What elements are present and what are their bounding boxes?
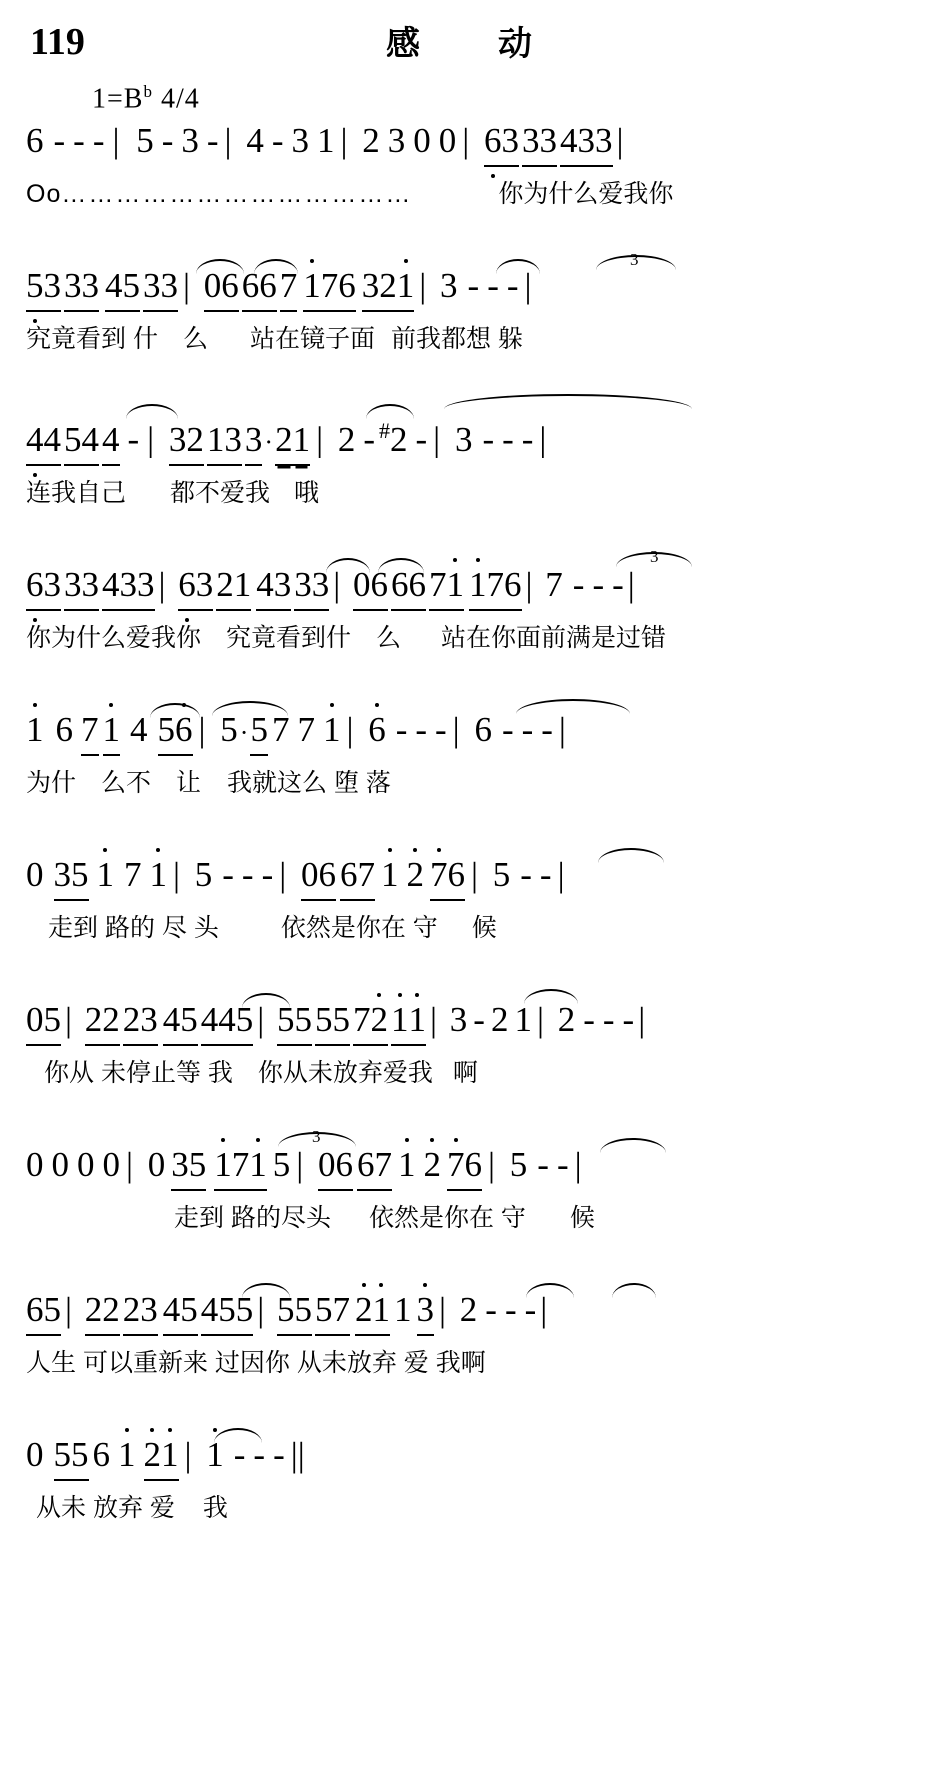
system-3 xyxy=(0,408,940,510)
system-1-notes: 6 - - - | 5 - 3 - | 4 - 3 1 | 2 3 0 0 | 6333433 | xyxy=(26,118,914,167)
slur xyxy=(526,1283,574,1298)
slur xyxy=(600,1138,666,1153)
slur xyxy=(612,1283,656,1298)
system-5 xyxy=(0,707,940,800)
system-1-lyrics: Oo………………………………… 你为什么爱我你 xyxy=(26,180,674,208)
slur xyxy=(496,259,540,274)
system-6 xyxy=(0,852,940,945)
slur xyxy=(444,394,692,409)
triplet-marker: 3 xyxy=(650,546,659,566)
score-header xyxy=(0,0,940,76)
song-number: 119 xyxy=(30,21,85,63)
system-2 xyxy=(0,250,940,356)
system-4 xyxy=(0,546,940,655)
system-8-lyrics: 走到 路的尽头 依然是你在 守 候 xyxy=(174,1203,595,1232)
key-and-time-signature xyxy=(92,82,200,115)
slur xyxy=(598,848,664,863)
system-5-notes: 1 6 7 1 4 56 | 5·5 7 7 1 | 6 - - - | 6 - - - | xyxy=(26,707,914,756)
system-6-notes: 0 35 1 7 1 | 5 - - - | 06 67 1 2 76 | 5 - - | xyxy=(26,852,914,901)
flat-symbol: b xyxy=(143,82,153,101)
system-7 xyxy=(0,997,940,1090)
system-1 xyxy=(0,118,940,211)
triplet-marker: 3 xyxy=(630,250,639,269)
system-9 xyxy=(0,1287,940,1380)
system-8-notes: 3 0 0 0 0 | 0 35 171 5 | 06 67 1 2 76 | 5 - - | xyxy=(26,1142,914,1191)
system-2-lyrics: 究竟看到 什 么 站在镜子面 前我都想 躲 xyxy=(26,325,523,353)
slur xyxy=(516,699,630,714)
system-8 xyxy=(0,1126,940,1235)
system-9-notes: 65 | 2223 45455 | 5557 21 1 3 | 2 - - - | xyxy=(26,1287,914,1336)
page-title: 感 动 xyxy=(386,25,554,63)
time-signature: 4/4 xyxy=(160,83,200,115)
system-6-lyrics: 走到 路的 尽 头 依然是你在 守 候 xyxy=(48,913,497,942)
system-3-lyrics: 连我自己 都不爱我 哦 xyxy=(26,478,320,507)
system-10 xyxy=(0,1432,940,1525)
system-2-notes: 3 5333 4533 | 06667 176 321 | 3 - - - | xyxy=(26,263,914,312)
system-5-lyrics: 为什 么不 让 我就这么 堕 落 xyxy=(26,768,391,797)
system-4-lyrics: 你为什么爱我你 究竟看到什 么 站在你面前满是过错 xyxy=(26,623,667,652)
system-10-notes: 0 55 6 1 21 | 1 - - - || xyxy=(26,1432,914,1481)
system-9-lyrics: 人生 可以重新来 过因你 从未放弃 爱 我啊 xyxy=(26,1348,486,1377)
triplet-marker: 3 xyxy=(312,1126,321,1146)
system-10-lyrics: 从未 放弃 爱 我 xyxy=(36,1493,228,1522)
system-3-notes: 44544 - | 32133·21 | 2 - #2 - | 3 - - - | xyxy=(26,408,914,466)
system-7-lyrics: 你从 未停止等 我 你从未放弃爱我 啊 xyxy=(44,1058,478,1087)
system-4-notes: 3 6333433 | 6321 4333 | 066671 176 | 7 - - - | xyxy=(26,562,914,611)
key-signature-prefix: 1=B xyxy=(92,83,144,115)
system-7-notes: 05 | 2223 45445 | 55557211 | 3 - 2 1 | 2 - - - | xyxy=(26,997,914,1046)
